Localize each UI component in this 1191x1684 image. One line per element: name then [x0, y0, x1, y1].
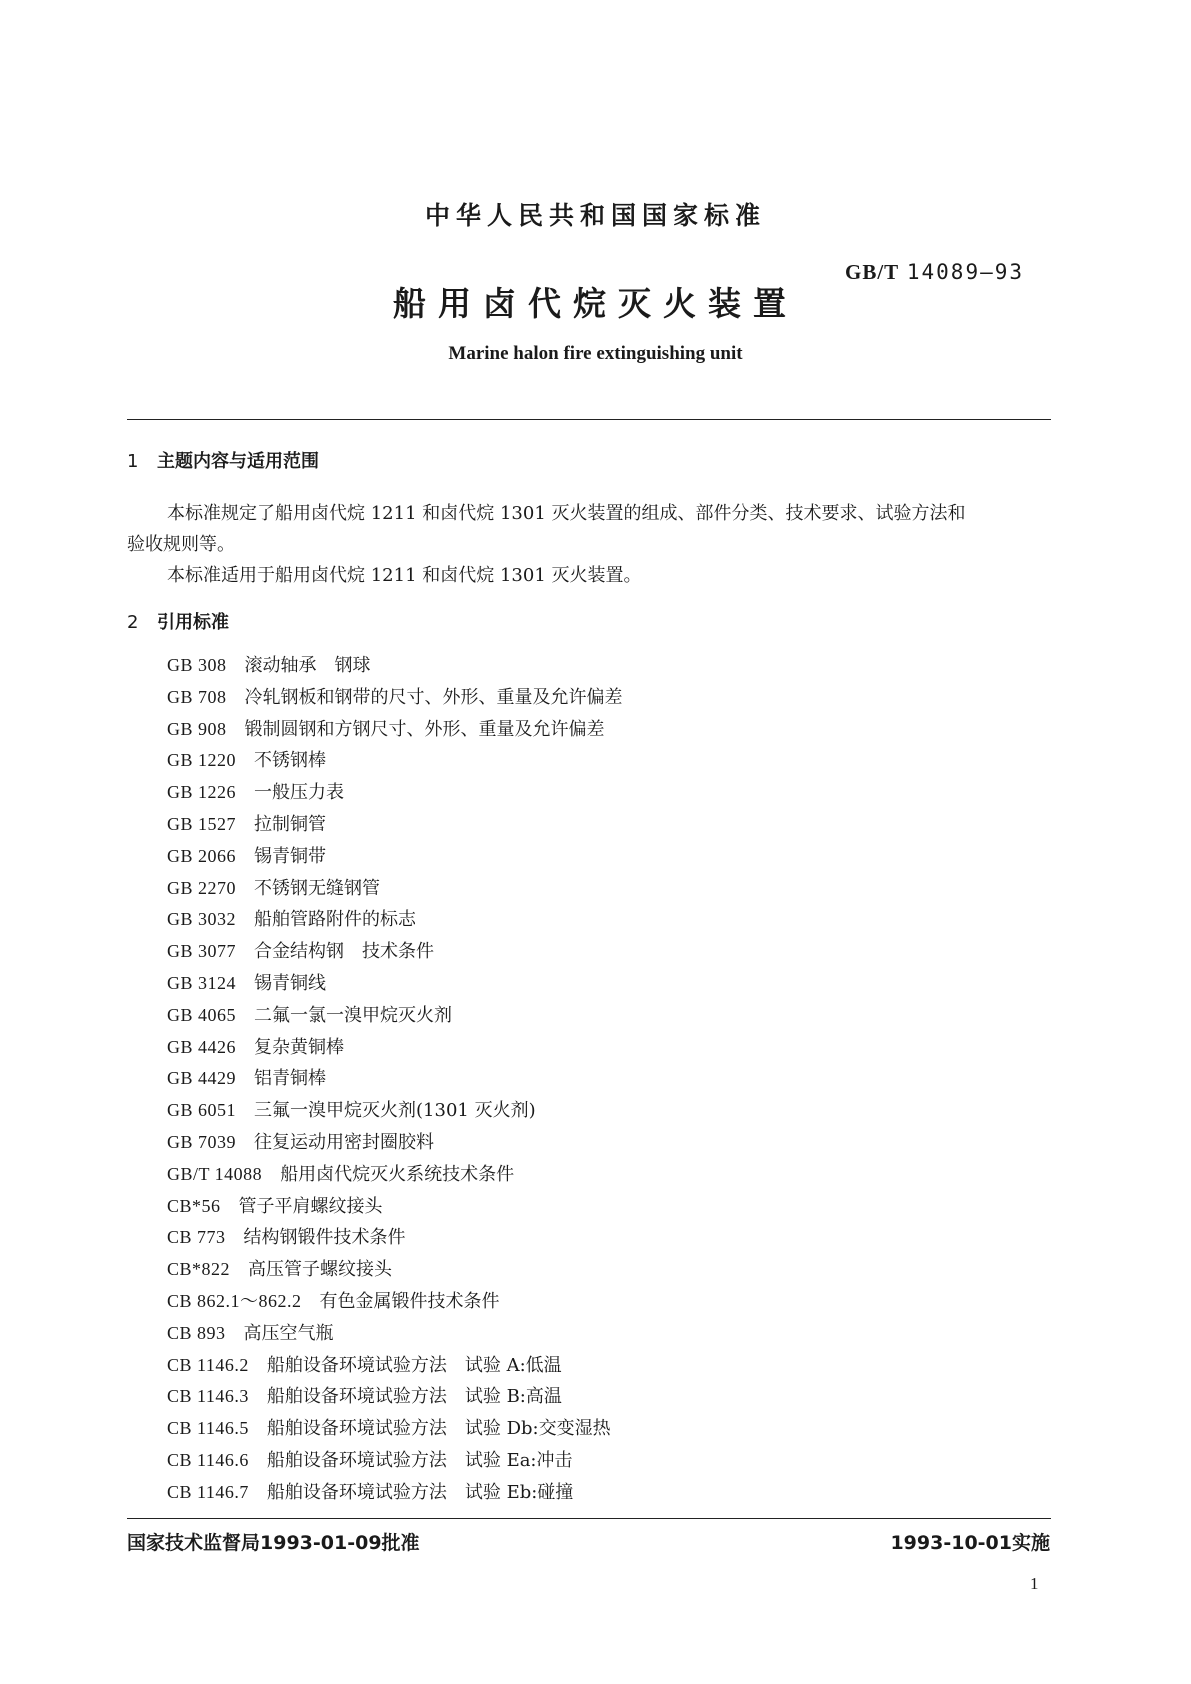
- reference-title: 拉制铜管: [254, 813, 327, 835]
- reference-code: CB*822: [167, 1259, 231, 1280]
- reference-title: 滚动轴承 钢球: [244, 655, 371, 676]
- reference-code: GB 2066: [167, 845, 237, 866]
- section-2-number: 2: [127, 612, 139, 633]
- reference-title: 不锈钢无缝钢管: [254, 877, 381, 899]
- reference-title: 复杂黄铜棒: [254, 1036, 345, 1058]
- reference-title: 锡青铜带: [254, 845, 327, 867]
- reference-code: GB 708: [167, 686, 227, 707]
- national-standard-heading: 中华人民共和国国家标准: [424, 201, 766, 230]
- reference-title: 不锈钢棒: [254, 750, 327, 772]
- header-divider: [127, 419, 1051, 420]
- reference-item: [167, 809, 623, 841]
- reference-code: GB 1527: [167, 813, 237, 834]
- reference-code: GB 908: [167, 718, 227, 739]
- section-2-title: 引用标准: [157, 612, 229, 633]
- reference-title: 船舶设备环境试验方法 试验 B:高温: [266, 1386, 562, 1408]
- reference-title: 有色金属锻件技术条件: [319, 1290, 500, 1312]
- reference-item: [167, 1254, 623, 1286]
- reference-title: 冷轧钢板和钢带的尺寸、外形、重量及允许偏差: [244, 686, 623, 708]
- reference-title: 合金结构钢 技术条件: [254, 941, 435, 963]
- reference-title: 高压管子螺纹接头: [248, 1259, 393, 1281]
- reference-item: [167, 1063, 623, 1095]
- reference-title: 船舶设备环境试验方法 试验 A:低温: [266, 1354, 562, 1376]
- reference-item: [167, 714, 623, 746]
- reference-code: CB 1146.2: [167, 1354, 249, 1375]
- reference-title: 一般压力表: [254, 782, 345, 804]
- section-1-title: 主题内容与适用范围: [157, 451, 319, 472]
- standard-prefix: GB/T: [845, 260, 900, 284]
- reference-title: 结构钢锻件技术条件: [243, 1227, 406, 1249]
- reference-code: CB 1146.7: [167, 1481, 249, 1502]
- reference-title: 往复运动用密封圈胶料: [254, 1131, 435, 1153]
- document-title-en: Marine halon fire extinguishing unit: [448, 343, 743, 364]
- reference-title: 船舶设备环境试验方法 试验 Db:交变湿热: [266, 1418, 611, 1440]
- section-1-paragraph-1-line-2: 验收规则等。: [127, 534, 235, 555]
- page-number: 1: [1030, 1574, 1039, 1593]
- section-1-paragraph-2: 本标准适用于船用卤代烷 1211 和卤代烷 1301 灭火装置。: [167, 565, 642, 586]
- document-title-zh: 船用卤代烷灭火装置: [393, 284, 798, 323]
- reference-item: [167, 968, 623, 1000]
- reference-title: 船用卤代烷灭火系统技术条件: [280, 1163, 515, 1185]
- reference-item: [167, 650, 623, 682]
- reference-item: [167, 745, 623, 777]
- reference-item: [167, 1191, 623, 1223]
- reference-code: CB*56: [167, 1195, 221, 1216]
- approval-date: 国家技术监督局1993-01-09批准: [127, 1532, 420, 1554]
- standard-code: 14089—93: [906, 260, 1025, 284]
- reference-code: GB 4065: [167, 1004, 237, 1025]
- reference-title: 船舶设备环境试验方法 试验 Eb:碰撞: [266, 1481, 574, 1503]
- reference-code: GB 6051: [167, 1100, 237, 1121]
- reference-code: GB 2270: [167, 877, 237, 898]
- reference-list: [167, 650, 623, 1509]
- reference-title: 锻制圆钢和方钢尺寸、外形、重量及允许偏差: [244, 718, 605, 740]
- reference-title: 管子平肩螺纹接头: [238, 1195, 383, 1217]
- reference-item: [167, 1318, 623, 1350]
- section-2-heading: [127, 608, 229, 634]
- section-1-heading: [127, 447, 319, 473]
- reference-code: GB 1220: [167, 750, 237, 771]
- reference-code: CB 893: [167, 1322, 226, 1343]
- reference-code: GB 4429: [167, 1068, 237, 1089]
- reference-code: GB 4426: [167, 1036, 237, 1057]
- reference-item: [167, 1095, 623, 1127]
- reference-code: GB 3077: [167, 941, 237, 962]
- reference-code: CB 1146.3: [167, 1386, 249, 1407]
- reference-code: GB/T 14088: [167, 1163, 263, 1184]
- reference-code: CB 773: [167, 1227, 226, 1248]
- reference-code: GB 1226: [167, 782, 237, 803]
- reference-code: GB 3124: [167, 972, 237, 993]
- reference-item: [167, 904, 623, 936]
- reference-title: 铝青铜棒: [254, 1068, 327, 1090]
- reference-title: 船舶设备环境试验方法 试验 Ea:冲击: [266, 1449, 573, 1471]
- reference-code: CB 862.1～862.2: [167, 1290, 302, 1311]
- reference-item: [167, 1445, 623, 1477]
- reference-code: GB 3032: [167, 909, 237, 930]
- reference-code: CB 1146.6: [167, 1449, 249, 1470]
- reference-title: 高压空气瓶: [243, 1322, 334, 1344]
- reference-title: 三氟一溴甲烷灭火剂(1301 灭火剂): [254, 1100, 536, 1122]
- reference-item: [167, 841, 623, 873]
- reference-item: [167, 873, 623, 905]
- section-1-number: 1: [127, 451, 139, 472]
- reference-item: [167, 777, 623, 809]
- reference-item: [167, 1413, 623, 1445]
- reference-item: [167, 1032, 623, 1064]
- reference-item: [167, 1286, 623, 1318]
- reference-item: [167, 1222, 623, 1254]
- footer-divider: [127, 1518, 1051, 1519]
- reference-item: [167, 936, 623, 968]
- reference-item: [167, 1381, 623, 1413]
- reference-code: GB 7039: [167, 1131, 237, 1152]
- effective-date: 1993-10-01实施: [890, 1532, 1050, 1554]
- section-1-paragraph-1-line-1: 本标准规定了船用卤代烷 1211 和卤代烷 1301 灭火装置的组成、部件分类、技术要求、试验方法和: [167, 503, 966, 524]
- reference-item: [167, 1000, 623, 1032]
- reference-title: 锡青铜线: [254, 972, 327, 994]
- reference-code: GB 308: [167, 655, 227, 675]
- reference-item: [167, 682, 623, 714]
- reference-item: [167, 1127, 623, 1159]
- reference-title: 二氟一氯一溴甲烷灭火剂: [254, 1004, 453, 1026]
- reference-item: [167, 1159, 623, 1191]
- reference-code: CB 1146.5: [167, 1418, 249, 1439]
- reference-title: 船舶管路附件的标志: [254, 909, 417, 931]
- reference-item: [167, 1477, 623, 1509]
- reference-item: [167, 1350, 623, 1382]
